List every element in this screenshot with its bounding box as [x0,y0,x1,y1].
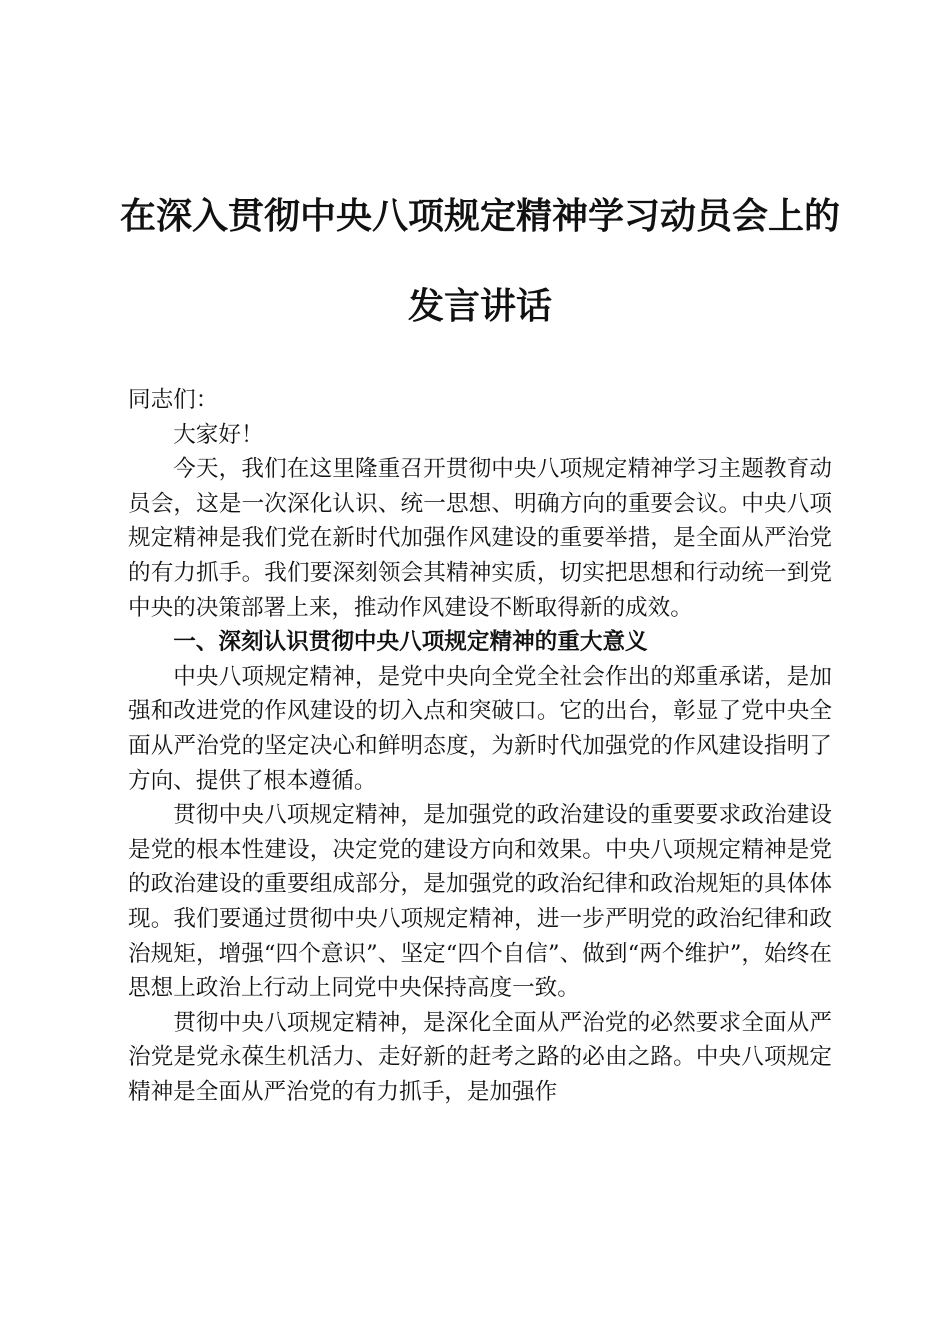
document-body [128,383,832,1109]
salutation: 同志们： [128,387,219,413]
section-heading-1: 一、深刻认识贯彻中央八项规定精神的重大意义 [173,629,648,656]
greeting: 大家好！ [173,421,264,448]
paragraph-3: 贯彻中央八项规定精神，是深化全面从严治党的必然要求全面从严治党是党永葆生机活力、走好新的赶考之路的必由之路。中央八项规定精神是全面从严治党的有力抓手，是加强作 [128,1009,832,1105]
document-title-line-1: 在深入贯彻中央八项规定精神学习动员会上的 [119,195,840,237]
document-title-line-2: 发言讲话 [407,285,552,327]
paragraph-1: 中央八项规定精神，是党中央向全党全社会作出的郑重承诺，是加强和改进党的作风建设的切入点和突破口。它的出台，彰显了党中央全面从严治党的坚定决心和鲜明态度，为新时代加强党的作风建设指明了方向、提供了根本遵循。 [128,663,832,794]
paragraph-2: 贯彻中央八项规定精神，是加强党的政治建设的重要要求政治建设是党的根本性建设，决定党的建设方向和效果。中央八项规定精神是党的政治建设的重要组成部分，是加强党的政治纪律和政治规矩的具体体现。我们要通过贯彻中央八项规定精神，进一步严明党的政治纪律和政治规矩，增强“四个意识”、坚定“四个自信”、做到“两个维护”，始终在思想上政治上行动上同党中央保持高度一致。 [128,802,832,1002]
paragraph-intro: 今天，我们在这里隆重召开贯彻中央八项规定精神学习主题教育动员会，这是一次深化认识、统一思想、明确方向的重要会议。中央八项规定精神是我们党在新时代加强作风建设的重要举措，是全面从严治党的有力抓手。我们要深刻领会其精神实质，切实把思想和行动统一到党中央的决策部署上来，推动作风建设不断取得新的成效。 [128,456,832,621]
